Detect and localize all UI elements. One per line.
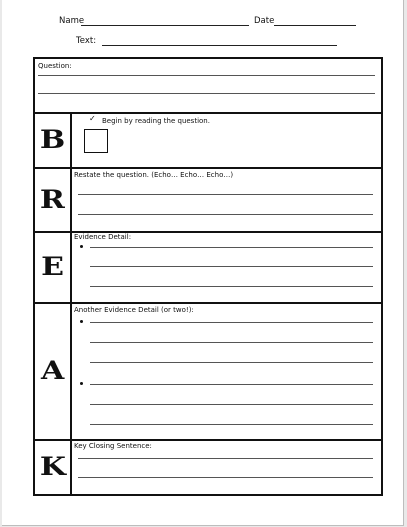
letter-cell-a [35, 302, 72, 439]
worksheet-page [2, 0, 404, 526]
restate-label: Restate the question. (Echo… Echo… Echo…) [74, 171, 234, 179]
letter-cell-e [35, 231, 72, 302]
date-field-line[interactable] [274, 25, 356, 26]
another-evidence-line[interactable] [90, 362, 373, 363]
row-b-content [72, 112, 381, 167]
question-section [35, 59, 381, 114]
text-field-line[interactable] [102, 45, 337, 46]
evidence-detail-label: Evidence Detail: [74, 233, 132, 241]
question-line[interactable] [38, 93, 375, 94]
read-question-checkbox[interactable] [84, 129, 108, 153]
row-e [35, 231, 381, 304]
question-line[interactable] [38, 75, 375, 76]
bullet-icon [80, 382, 83, 385]
evidence-line[interactable] [90, 266, 373, 267]
row-e-content [72, 231, 381, 302]
break-form [33, 57, 383, 496]
evidence-line[interactable] [90, 286, 373, 287]
text-label: Text: [76, 36, 97, 46]
row-a-content [72, 302, 381, 439]
question-label: Question: [38, 62, 72, 70]
closing-sentence-label: Key Closing Sentence: [74, 442, 152, 450]
checkmark-icon: ✓ [89, 114, 96, 123]
another-evidence-line[interactable] [90, 322, 373, 323]
row-a [35, 302, 381, 441]
date-label: Date [254, 16, 275, 26]
row-k [35, 439, 381, 494]
letter-k: K [39, 452, 66, 481]
bullet-icon [80, 320, 83, 323]
letter-e: E [41, 252, 64, 281]
name-label: Name [59, 16, 85, 26]
bullet-icon [80, 245, 83, 248]
letter-a: A [40, 356, 65, 385]
letter-b: B [39, 125, 66, 154]
restate-line[interactable] [78, 194, 373, 195]
another-evidence-line[interactable] [90, 424, 373, 425]
evidence-line[interactable] [90, 247, 373, 248]
another-evidence-line[interactable] [90, 384, 373, 385]
letter-cell-r [35, 167, 72, 231]
another-evidence-line[interactable] [90, 342, 373, 343]
closing-line[interactable] [78, 477, 373, 478]
another-evidence-line[interactable] [90, 404, 373, 405]
letter-r: R [40, 184, 65, 214]
another-evidence-label: Another Evidence Detail (or two!): [74, 306, 194, 314]
name-field-line[interactable] [81, 25, 249, 26]
row-k-content [72, 439, 381, 494]
row-r [35, 167, 381, 233]
closing-line[interactable] [78, 458, 373, 459]
letter-cell-k [35, 439, 72, 494]
letter-cell-b [35, 112, 72, 167]
row-b [35, 112, 381, 169]
row-r-content [72, 167, 381, 231]
restate-line[interactable] [78, 214, 373, 215]
begin-instruction: Begin by reading the question. [102, 117, 210, 125]
